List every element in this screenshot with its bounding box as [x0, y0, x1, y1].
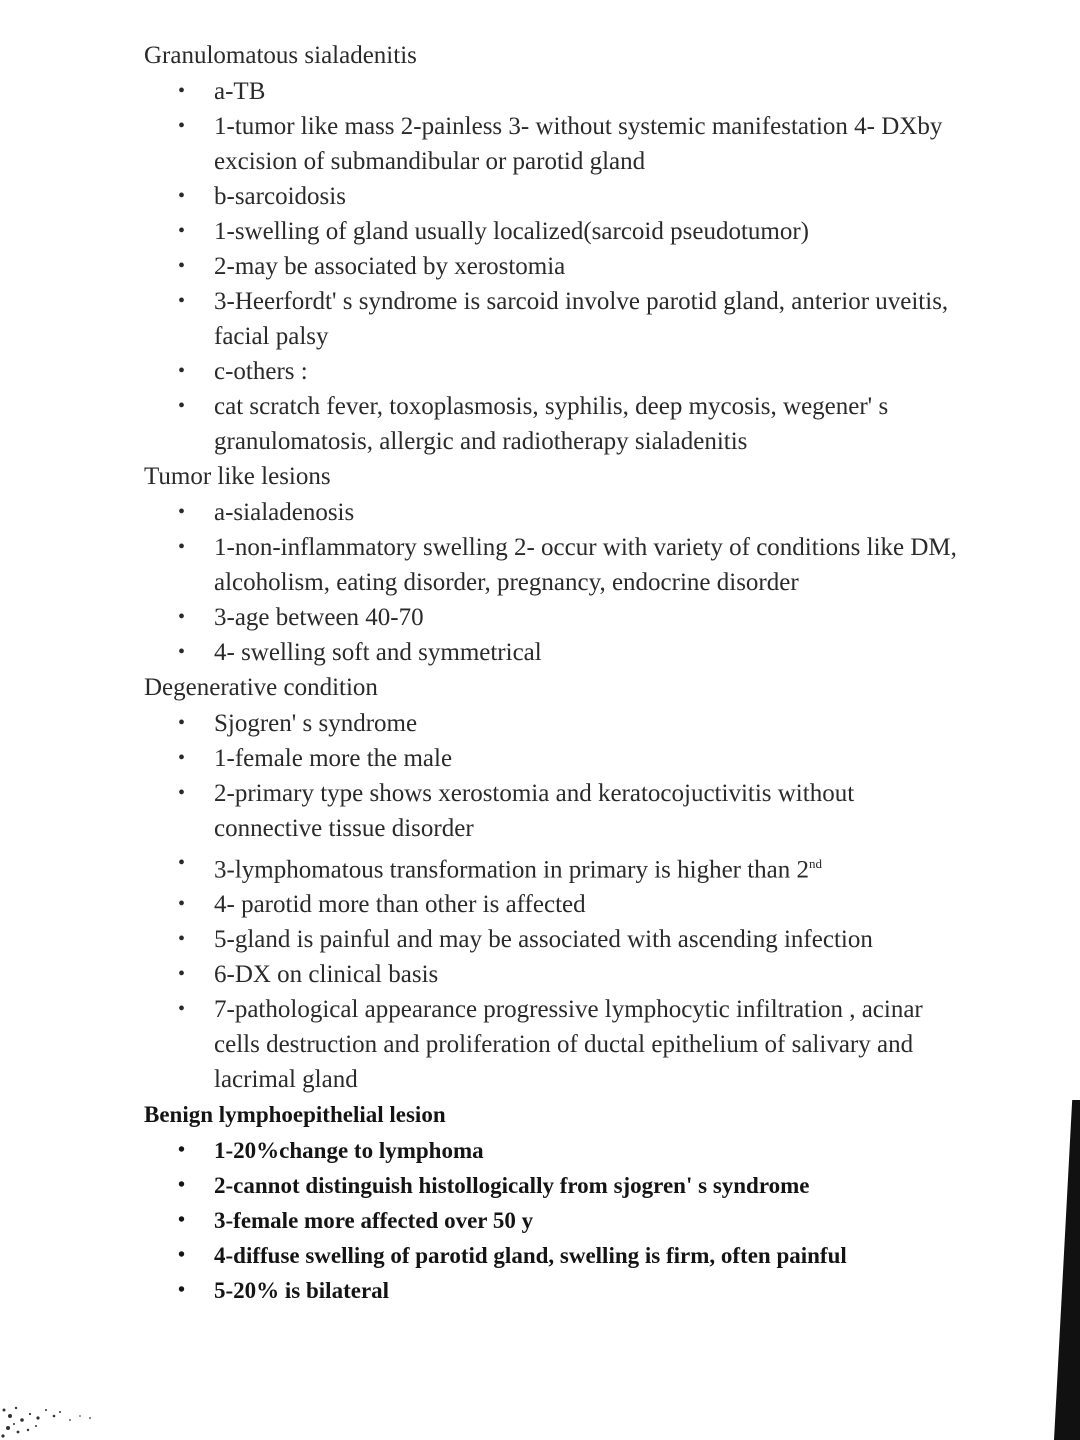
section-benign-lymphoepithelial-lesion [144, 1097, 964, 1308]
list-item: • Sjogren' s syndrome [214, 706, 964, 741]
section-heading: Benign lymphoepithelial lesion [144, 1102, 446, 1128]
list-item: • 2-primary type shows xerostomia and keratocojuctivitis without connective tissue disorder [214, 776, 964, 846]
list-item: • c-others : [214, 354, 964, 389]
list-item-with-superscript [214, 846, 964, 887]
list-item: • 7-pathological appearance progressive lymphocytic infiltration , acinar cells destruction and proliferation of ductal epithelium of salivary and lacrimal gland [214, 992, 964, 1097]
section-granulomatous-sialadenitis [144, 38, 964, 459]
section-heading: Degenerative condition [144, 674, 378, 701]
scan-edge-shadow [1054, 1100, 1080, 1440]
list-item: • 3-age between 40-70 [214, 600, 964, 635]
list-item-text: 3-lymphomatous transformation in primary is higher than 2 [214, 856, 810, 884]
list-item: • 1-20%change to lymphoma [214, 1133, 964, 1168]
list-item: • 2-cannot distinguish histollogically from sjogren' s syndrome [214, 1168, 964, 1203]
list-item: • 1-tumor like mass 2-painless 3- without systemic manifestation 4- DXby excision of submandibular or parotid gland [214, 109, 964, 179]
document-body [144, 38, 964, 1308]
list-item: • a-sialadenosis [214, 495, 964, 530]
list-item: • 5-20% is bilateral [214, 1273, 964, 1308]
section-heading: Granulomatous sialadenitis [144, 42, 417, 69]
list-item: • 3-Heerfordt' s syndrome is sarcoid involve parotid gland, anterior uveitis, facial palsy [214, 284, 964, 354]
bullet-list [144, 74, 964, 459]
list-item: • b-sarcoidosis [214, 179, 964, 214]
section-tumor-like-lesions [144, 459, 964, 670]
list-item: • 5-gland is painful and may be associated with ascending infection [214, 922, 964, 957]
list-item: • cat scratch fever, toxoplasmosis, syphilis, deep mycosis, wegener' s granulomatosis, allergic and radiotherapy sialadenitis [214, 389, 964, 459]
list-item: • 6-DX on clinical basis [214, 957, 964, 992]
section-degenerative-condition [144, 670, 964, 1097]
list-item: • 2-may be associated by xerostomia [214, 249, 964, 284]
bullet-list [144, 1133, 964, 1308]
list-item: • 3-female more affected over 50 y [214, 1203, 964, 1238]
bullet-list [144, 706, 964, 1097]
section-heading: Tumor like lesions [144, 463, 331, 490]
scan-noise-speckle [0, 1380, 100, 1440]
list-item: • 4-diffuse swelling of parotid gland, swelling is firm, often painful [214, 1238, 964, 1273]
list-item: • 4- parotid more than other is affected [214, 887, 964, 922]
ordinal-superscript: nd [809, 856, 823, 871]
list-item: • 4- swelling soft and symmetrical [214, 635, 964, 670]
list-item: • 1-swelling of gland usually localized(sarcoid pseudotumor) [214, 214, 964, 249]
list-item: • a-TB [214, 74, 964, 109]
bullet-list [144, 495, 964, 670]
list-item: • 1-female more the male [214, 741, 964, 776]
list-item: • 1-non-inflammatory swelling 2- occur with variety of conditions like DM, alcoholism, eating disorder, pregnancy, endocrine disorder [214, 530, 964, 600]
